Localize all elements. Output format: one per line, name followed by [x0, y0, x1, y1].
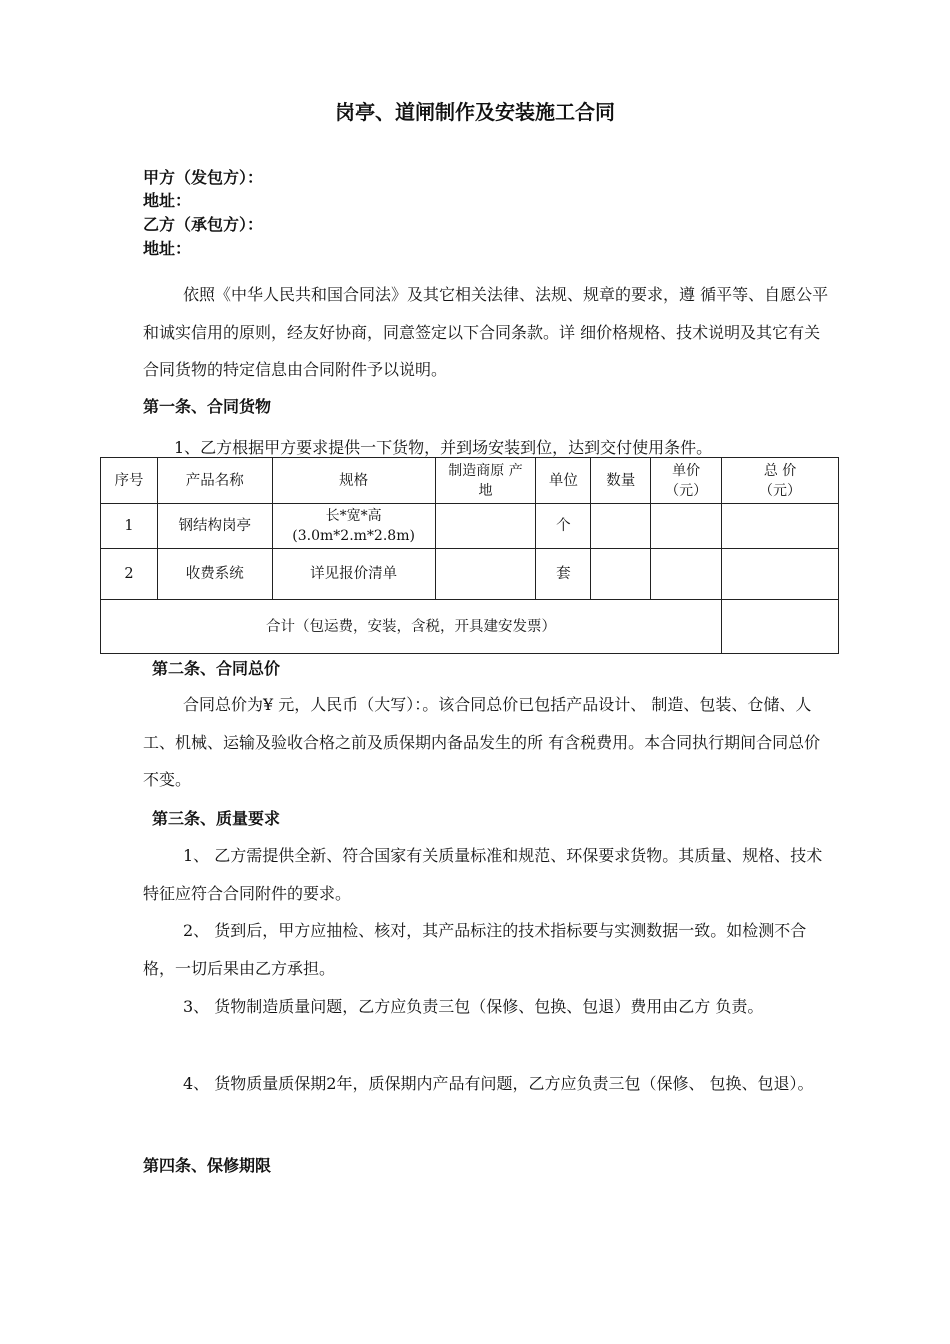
table-header-row — [101, 458, 839, 504]
header-unit: 单位 — [536, 458, 591, 504]
party-b-address-label: 地址： — [143, 239, 192, 258]
cell-unit: 套 — [536, 549, 591, 600]
cell-total — [722, 549, 839, 600]
intro-text: 依照《中华人民共和国合同法》及其它相关法律、法规、规章的要求，遵 循平等、自愿公平和诚实信用的原则，经友好协商，同意签定以下合同条款。详 细价格规格、技术说明及其它有关合同货物的特定信息由合同附件予以说明。 — [143, 285, 829, 379]
cell-no: 2 — [101, 549, 158, 600]
section2-heading: 第二条、合同总价 — [152, 659, 281, 678]
section1-item1: 1、乙方根据甲方要求提供一下货物，并到场安装到位，达到交付使用条件。 — [174, 438, 713, 457]
document-title: 岗亭、道闸制作及安装施工合同 — [335, 100, 615, 124]
section3-item2: 2、 货到后，甲方应抽检、核对，其产品标注的技术指标要与实测数据一致。如检测不合格，一切后果由乙方承担。 — [143, 921, 807, 978]
cell-qty — [591, 504, 651, 549]
cell-origin — [435, 504, 536, 549]
party-a-address-label: 地址： — [143, 191, 192, 210]
cell-name: 钢结构岗亭 — [157, 504, 272, 549]
header-no: 序号 — [101, 458, 158, 504]
header-unit-price: 单价 （元） — [651, 458, 722, 504]
intro-paragraph — [143, 276, 835, 389]
cell-total — [722, 504, 839, 549]
header-name: 产品名称 — [157, 458, 272, 504]
section3-item4: 4、 货物质量质保期2年，质保期内产品有问题，乙方应负责三包（保修、 包换、包退）。 — [183, 1074, 814, 1093]
header-origin: 制造商原 产 地 — [435, 458, 536, 504]
cell-name: 收费系统 — [157, 549, 272, 600]
cell-origin — [435, 549, 536, 600]
party-a-label: 甲方（发包方）： — [143, 168, 264, 187]
section3-item1: 1、 乙方需提供全新、符合国家有关质量标准和规范、环保要求货物。其质量、规格、技术特征应符合合同附件的要求。 — [143, 846, 823, 903]
goods-table — [100, 457, 839, 654]
cell-no: 1 — [101, 504, 158, 549]
table-row — [101, 504, 839, 549]
header-spec: 规格 — [272, 458, 435, 504]
table-row — [101, 549, 839, 600]
cell-spec: 详见报价清单 — [272, 549, 435, 600]
total-label: 合计（包运费，安装，含税，开具建安发票） — [101, 600, 722, 654]
header-total: 总 价 （元） — [722, 458, 839, 504]
table-total-row — [101, 600, 839, 654]
section3-item3: 3、 货物制造质量问题，乙方应负责三包（保修、包换、包退）费用由乙方 负责。 — [183, 997, 764, 1016]
total-value — [722, 600, 839, 654]
section2-paragraph — [143, 686, 835, 799]
section2-text: 合同总价为¥ 元，人民币（大写）：。该合同总价已包括产品设计、 制造、包装、仓储、人工、机械、运输及验收合格之前及质保期内备品发生的所 有含税费用。本合同执行期间合同总价不变。 — [143, 695, 821, 789]
cell-qty — [591, 549, 651, 600]
cell-unit-price — [651, 504, 722, 549]
section3-heading: 第三条、质量要求 — [152, 809, 281, 828]
cell-unit: 个 — [536, 504, 591, 549]
header-qty: 数量 — [591, 458, 651, 504]
party-b-label: 乙方（承包方）： — [143, 215, 264, 234]
cell-spec: 长*宽*高 (3.0m*2.m*2.8m) — [272, 504, 435, 549]
section1-heading: 第一条、合同货物 — [143, 397, 272, 416]
section4-heading: 第四条、保修期限 — [143, 1156, 272, 1175]
cell-unit-price — [651, 549, 722, 600]
